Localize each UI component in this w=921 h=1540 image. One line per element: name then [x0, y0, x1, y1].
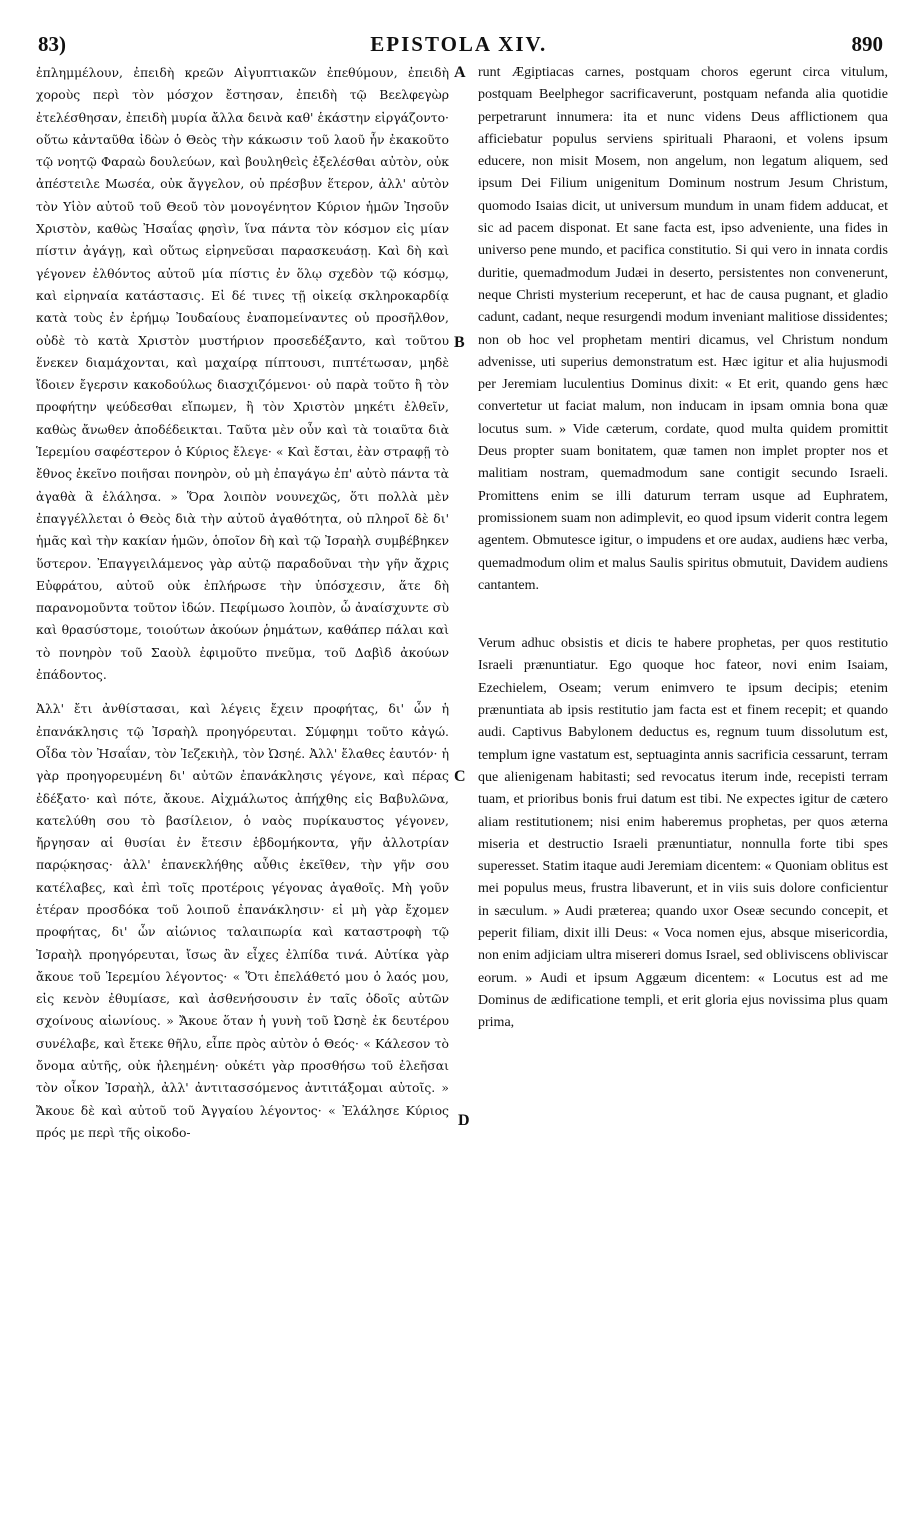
page-number-left: 83) [38, 32, 66, 56]
margin-marker-c: C [454, 768, 466, 785]
running-title: EPISTOLA XIV. [370, 32, 548, 56]
latin-paragraph-1: runt Ægiptiacas carnes, postquam choros egerunt circa vitulum, postquam Beelphegor sacrificaverunt, postquam nefanda alia quotidie perpetrarunt innumera: ita et nunc videns Deus afflictionem qua afficiebatur populus serviens spirituali Pharaoni, et volens ipsum educere, non misit Mosem, non angelum, non legatum aliquem, sed ipsum Dei Filium unigenitum Dominum nostrum Jesum Christum, quomodo Isaias dicit, ut universum mundum in unam fidem adducat, et sic ad pacem disponat. Et sane facta est, ipso adveniente, una fides in universo pene mundo, et pacifica constitutio. Si qui vero in innata cordis duritie, quemadmodum Judæi in deserto, persistentes non convenerunt, neque Christi mysterium receperunt, et hac de causa pugnant, et gladio cadunt, cadant, neque resurgendi modum inveniant malitiose dissidentes; non ob hoc vel prophetam mentiri dicamus, vel Christum nondum advenisse, uti superius demonstratum est. Hæc igitur et alia hujusmodi per Jeremiam luculentius Dominus dixit: « Et erit, quando gens hæc convertetur ut faciat malum, non inducam in ipsam omnia bona quæ locutus sum. » Vide cæterum, cordate, quod multa quidem promittit Deus propter suam bonitatem, quæ tamen non implet propter nos et malitiam nostram, quemadmodum sane contigit secundo Israeli. Promittens enim se illi daturum terram usque ad Euphratem, promissionem suam non adimplevit, eo quod ipsum viderit contra legem agentem. Obmutesce igitur, o impudens et ore audax, audiens hæc verba, quemadmodum olim et malus Saulis spiritus obmutuit, Davidem audiens cantantem. [478, 65, 888, 593]
greek-paragraph-2: Ἀλλ' ἔτι ἀνθίστασαι, καὶ λέγεις ἔχειν προφήτας, δι' ὧν ἡ ἐπανάκλησις τῷ Ἰσραὴλ προηγόρευται. Σύμφημι τοῦτο κἀγώ. Οἶδα τὸν Ἠσαΐαν, τὸν Ἰεζεκιὴλ, τὸν Ὠσηέ. Ἀλλ' ἔλαθες ἑαυτόν· ἡ γὰρ προηγορευμένη δι' αὐτῶν ἐπανάκλησις γέγονε, καὶ πέρας ἐδέξατο· καὶ πότε, ἄκουε. Αἰχμάλωτος ἀπήχθης εἰς Βαβυλῶνα, κατελύθη σου τὸ βασίλειον, ὁ ναὸς πυρίκαυστος γέγονεν, ἤργησαν αἱ θυσίαι ἐν ἔτεσιν ἑβδομήκοντα, γῆν ἀλλοτρίαν παρῴκησας· ἀλλ' ἐπανεκλήθης αὖθις ἐκεῖθεν, τὴν γῆν σου κατέλαβες, καὶ ἐπὶ τοῖς προτέροις γέγονας ἀγαθοῖς. Μὴ γοῦν ἑτέραν προσδόκα τοῦ λοιποῦ ἐπανάκλησιν· εἰ μὴ γὰρ ἔχομεν προφήτας, δι' ὧν αἰώνιος ταλαιπωρία καὶ καταστροφὴ τῷ Ἰσραὴλ προηγόρευται, ἴσως ἂν εἶχες ἐλπίδα τινά. Αὐτίκα γὰρ ἄκουε τοῦ Ἱερεμίου λέγοντος· « Ὅτι ἐπελάθετό μου ὁ λαός μου, εἰς κενὸν ἐθυμίασε, καὶ ἀσθενήσουσιν ἐν ταῖς ὁδοῖς αὐτῶν σχοίνους αἰωνίους. » Ἄκουε ὅταν ἡ γυνὴ τοῦ Ὠσηὲ ἐκ δευτέρου συνέλαβε, καὶ ἔτεκε θῆλυ, εἶπε πρὸς αὐτὸν ὁ Θεός· « Κάλεσον τὸ ὄνομα αὐτῆς, οὐκ ἠλεημένη· οὐκέτι γὰρ προσθήσω τοῦ ἐλεῆσαι τὸν οἶκον Ἰσραὴλ, ἀλλ' ἀντιτασσόμενος ἀντιτάξομαι αὐτοῖς. » Ἄκουε δὲ καὶ αὐτοῦ τοῦ Ἀγγαίου λέγοντος· « Ἐλάλησε Κύριος πρός με περὶ τῆς οἰκοδο- [36, 701, 449, 1140]
greek-column [36, 62, 449, 1514]
margin-marker-d: D [458, 1112, 470, 1129]
page-number-right: 890 [851, 32, 883, 56]
margin-marker-a: A [454, 64, 466, 81]
latin-column [478, 62, 888, 1514]
latin-paragraph-2: Verum adhuc obsistis et dicis te habere prophetas, per quos restitutio Israeli prænuntiatur. Ego quoque hoc fateor, novi enim Isaiam, Ezechielem, Oseam; verum enimvero te ipsum decipis; etenim prænuntiata ab ipsis restitutio jam facta est et finem recepit; et quando audi. Captivus Babylonem deductus es, regnum tuum dissolutum est, templum igne vastatum est, septuaginta annis sacrificia cessarunt, terram que alienigenam habitasti; sed revocatus iterum inde, recepisti terram tuam, et prioribus bonis frui datum est tibi. Ne expectes igitur de cætero aliam restitutionem; nisi enim haberemus prophetas, per quos æterna miseria et destructio Israeli prænuntiatur, nonnulla forte tibi spes superesset. Statim itaque audi Jeremiam dicentem: « Quoniam oblitus est mei populus meus, frustra libaverunt, et in viis suis dolore conficientur in sæculum. » Audi præterea; quando uxor Oseæ secundo concepit, et peperit filiam, dixit illi Deus: « Voca nomen ejus, absque misericordia, non enim adjiciam ultra misereri domus Israel, sed obliviscens obliviscar eorum. » Audi et ipsum Aggæum dicentem: « Locutus est ad me Dominus de ædificatione templi, et erit gloria ejus novissima plus quam prima, [478, 636, 888, 1031]
margin-marker-b: B [454, 334, 465, 351]
page-header [38, 32, 883, 58]
greek-paragraph-1: ἐπλημμέλουν, ἐπειδὴ κρεῶν Αἰγυπτιακῶν ἐπεθύμουν, ἐπειδὴ χοροὺς περὶ τὸν μόσχον ἔστησαν, ἐπειδὴ τῷ Βεελφεγὼρ ἐτελέσθησαν, ἐπειδὴ μυρία ἄλλα δεινὰ καθ' ἑκάστην εἰργάζοντο· οὕτω κἀνταῦθα ἰδὼν ὁ Θεὸς τὴν κάκωσιν τοῦ λαοῦ ἦν ἐκακοῦτο τῷ νοητῷ Φαραὼ δουλεύων, καὶ βουληθεὶς ἐξελέσθαι αὐτὸν, οὐκ ἀπέστειλε Μωσέα, οὐκ ἄγγελον, οὐ πρέσβυν ἕτερον, ἀλλ' αὐτὸν τὸν Υἱὸν αὐτοῦ τοῦ Θεοῦ τὸν μονογένητον Κύριον ἡμῶν Ἰησοῦν Χριστὸν, καθὼς Ἠσαΐας φησὶν, ἵνα πάντα τὸν κόσμον εἰς μίαν πίστιν ἀγάγῃ, καὶ οὕτως εἰρηνεῦσαι παρασκευάσῃ. Καὶ δὴ καὶ γέγονεν ἐλθόντος αὐτοῦ μία πίστις ἐν ὅλῳ σχεδὸν τῷ κόσμῳ, καὶ εἰρηναία κατάστασις. Εἰ δέ τινες τῇ οἰκείᾳ σκληροκαρδίᾳ κατὰ τοὺς ἐν ἐρήμῳ Ἰουδαίους ἐναπομείναντες οὐ προσῆλθον, οὐδὲ τὸ κατὰ Χριστὸν μυστήριον προσεδέξαντο, καὶ τοῦτου ἕνεκεν διαμάχονται, καὶ μαχαίρᾳ πίπτουσι, πιπτέτωσαν, μηδὲ ἴδοιεν ἔγερσιν κακοδούλως διασχιζόμενοι· οὐ παρὰ τοῦτο ἢ τὸν προφήτην ψεύδεσθαι εἴπωμεν, ἢ τὸν Χριστὸν μηκέτι ἐλθεῖν, καθὼς ἄνωθεν ἀποδέδεικται. Ταῦτα μὲν οὖν καὶ τὰ τοιαῦτα διὰ Ἱερεμίου σαφέστερον ὁ Κύριος ἔλεγε· « Καὶ ἔσται, ἐὰν στραφῇ τὸ ἔθνος ἐκεῖνο ποιῆσαι πονηρὸν, οὐ μὴ ἐπαγάγω ἐπ' αὐτὸ πάντα τὰ ἀγαθὰ ἃ ἐλάλησα. » Ὅρα λοιπὸν νουνεχῶς, ὅτι πολλὰ μὲν ἐπαγγέλλεται ὁ Θεὸς διὰ τὴν αὐτοῦ ἀγαθότητα, οὐ πληροῖ δὲ δι' ἡμᾶς καὶ τὴν κακίαν ἡμῶν, ὁποῖον δὴ καὶ τῷ Ἰσραὴλ συμβέβηκεν ὕστερον. Ἐπαγγειλάμενος γὰρ αὐτῷ παραδοῦναι τὴν γῆν ἄχρις Εὐφράτου, αὐτοῦ οὐκ ἐπλήρωσε τὴν ὑπόσχεσιν, ἅτε δὴ παρανομοῦντα τοῦτον ἰδών. Πεφίμωσο λοιπὸν, ὦ ἀναίσχυντε σὺ καὶ θρασύστομε, τοιούτων ἀκούων ῥημάτων, καθάπερ πάλαι καὶ τὸ πονηρὸν τοῦ Σαοὺλ ἐφιμοῦτο πνεῦμα, τοῦ Δαβὶδ ἀκούων ἐπάδοντος. [36, 65, 449, 683]
